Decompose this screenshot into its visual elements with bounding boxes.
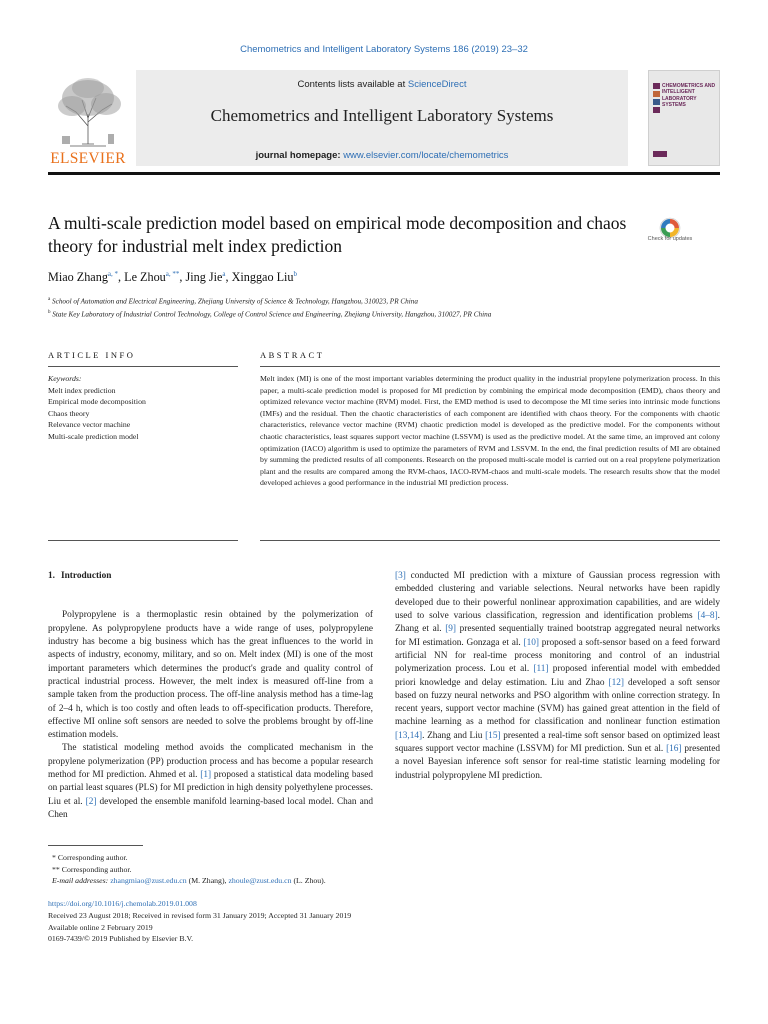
keyword-item: Melt index prediction <box>48 385 116 395</box>
article-meta <box>48 898 351 945</box>
footnote-item <box>48 852 326 864</box>
homepage-label: journal homepage: <box>255 150 344 161</box>
contents-prefix: Contents lists available at <box>297 79 408 90</box>
affiliation-item <box>48 307 491 320</box>
abstract-heading: ABSTRACT <box>260 350 325 360</box>
keyword-item: Relevance vector machine <box>48 420 131 430</box>
citation-link[interactable]: [13,14] <box>395 730 423 741</box>
author-name[interactable]: Le Zhou <box>124 270 166 285</box>
citation-link[interactable]: [3] <box>395 571 406 581</box>
keyword-item: Chaos theory <box>48 408 90 418</box>
cover-decoration <box>653 91 660 97</box>
author-name[interactable]: Miao Zhang <box>48 270 108 285</box>
citation-link[interactable]: [1] <box>200 770 212 781</box>
article-info-bottom-rule <box>48 540 238 541</box>
abstract-rule <box>260 366 720 367</box>
email-owner: (M. Zhang), <box>186 876 229 885</box>
text-run: . Zhang et al. <box>395 610 720 635</box>
text-run: developed a soft sensor based on fuzzy neural networks and PSO algorithm with online correction strategy. In recent years, support vector machine (SVM) has gained great attention in the field of machine learning as a method for classification and nonlinear function estimation <box>395 677 720 728</box>
author-separator: , <box>225 270 232 285</box>
section-number: 1. <box>48 571 55 581</box>
text-run: presented a real-time soft sensor based on optimized least squares support vector machine (LSSVM) for MI prediction. Sun et al. <box>395 730 720 755</box>
citation-link[interactable]: [4–8] <box>697 610 718 621</box>
contents-line <box>136 79 628 90</box>
masthead-rule <box>48 172 720 175</box>
footnote-text: Corresponding author. <box>61 864 132 874</box>
citation-link[interactable]: [12] <box>608 677 624 688</box>
footnote-rule <box>48 845 143 846</box>
text-run: . Zhang and Liu <box>422 730 486 741</box>
sciencedirect-link[interactable]: ScienceDirect <box>407 79 467 90</box>
copyright: 0169-7439/© 2019 Published by Elsevier B.V. <box>48 934 194 944</box>
author-separator: , <box>118 270 125 285</box>
citation-link[interactable]: [16] <box>666 744 682 755</box>
cover-decoration <box>653 151 667 157</box>
footnote-mark: ** <box>52 864 60 874</box>
author-list <box>48 270 297 285</box>
homepage-line <box>136 150 628 161</box>
keyword-item: Empirical mode decomposition <box>48 397 146 407</box>
section-heading <box>48 570 373 583</box>
paragraph <box>395 570 720 783</box>
author-name[interactable]: Jing Jie <box>185 270 223 285</box>
author-superscript[interactable]: a, * <box>107 270 119 278</box>
text-run: presented sequentially trained bootstrap aggregated neural networks for MI estimation. Gonzaga et al. <box>395 624 720 648</box>
crossmark-label[interactable]: Check for updates <box>647 236 693 242</box>
masthead-banner <box>136 70 628 166</box>
footnote-item <box>48 864 326 876</box>
email-label: E-mail addresses: <box>52 876 111 885</box>
text-run: conducted MI prediction with a mixture of Gaussian process regression with embedded clustering and variable selections. Neural networks have been rapidly developed due to their powerful nonlinear approximation capabilities, and are widely used to solve various classification, regression and identification problems <box>395 571 720 621</box>
footnote-text: Corresponding author. <box>57 853 128 862</box>
affiliation-text: School of Automation and Electrical Engineering, Zhejiang University of Science & Technology, Hangzhou, 310023, PR China <box>52 297 418 306</box>
journal-masthead <box>48 70 720 170</box>
paragraph <box>48 742 373 822</box>
citation-link[interactable]: [10] <box>523 637 540 648</box>
article-title: A multi-scale prediction model based on empirical mode decomposition and chaos theory for industrial melt index prediction <box>48 213 627 256</box>
body-column-right <box>395 570 720 783</box>
text-run: proposed inferential model with embedded priori knowledge and delay estimation. Liu and Zhao <box>395 664 721 688</box>
journal-homepage-link[interactable]: www.elsevier.com/locate/chemometrics <box>343 150 509 161</box>
available-online: Available online 2 February 2019 <box>48 922 153 932</box>
cover-decoration <box>653 99 660 105</box>
received-dates: Received 23 August 2018; Received in revised form 31 January 2019; Accepted 31 January 2019 <box>48 910 352 920</box>
email-line <box>48 875 326 887</box>
body-column-left <box>48 570 373 822</box>
affiliation-superscript: b <box>48 310 51 316</box>
keywords-label: Keywords: <box>48 374 82 383</box>
citation-link[interactable]: [15] <box>485 730 501 741</box>
text-run: developed the ensemble manifold learning-based local model. Chan and Chen <box>48 796 373 820</box>
article-info-heading: ARTICLE INFO <box>48 350 136 360</box>
journal-title: Chemometrics and Intelligent Laboratory Systems <box>210 106 554 125</box>
author-superscript[interactable]: a <box>222 270 226 278</box>
abstract-text: Melt index (MI) is one of the most important variables determining the product quality in the industrial propylene polymerization process. In this paper, a multi-scale prediction model is proposed for MI prediction by combining the empirical mode decomposition (EMD), chaos theory and optimized relevance vector machine (RVM) model. First, the EMD method is used to decompose the MI time series into intrinsic mode functions (IMFs) and the residual. Then the chaotic characteristics of each component are identified with chaos theory. For the components with chaotic characteristics, relevance vector machine (RVM) chaotic prediction model is developed as the predictive model. For the components without chaotic characteristics, least squares support vector machine (LSSVM) is used as the predictive model. At the same time, an improved ant colony optimization (IACO) algorithm is used to optimize the parameters of RVM and LSSVM. In the end, the final prediction results of MI are obtained by summing the predicted results of all components. Research on the proposed multi-scale model is carried out on a real propylene polymerization plant and the results are compared among the RVM-chaos, IACO-RVM-chaos and multi-scale models. The research results show that the model developed achieves a good performance in the industrial MI prediction process. <box>260 374 720 488</box>
journal-reference-link[interactable]: Chemometrics and Intelligent Laboratory Systems 186 (2019) 23–32 <box>240 44 528 55</box>
text-run: proposed a soft-sensor based on a feed forward artificial NN for real-time process monitoring and control of an industrial polymerization process. Lou et al. <box>395 637 720 675</box>
cover-title: CHEMOMETRICS AND INTELLIGENT LABORATORY SYSTEMS <box>662 83 716 109</box>
footnote-mark: * <box>52 853 56 862</box>
citation-link[interactable]: [2] <box>85 796 97 807</box>
cover-decoration <box>653 107 660 113</box>
email-link[interactable]: zhangmiao@zust.edu.cn <box>110 876 187 885</box>
journal-cover-image[interactable] <box>648 70 720 166</box>
paragraph: Polypropylene is a thermoplastic resin obtained by the polymerization of propylene. As polypropylene products have a wide range of uses, polypropylene industry has become a big business which has the great influences to the world in aspects of industry, economy, military, and so on. Melt index (MI) is one of the most important parameters which determines the product's grade and quality control of practical industrial process. However, the melt index is measured off-line from a sample taken from the production process. The off-line analysis method has a time-lag of 2–4 h, which is too costly and often leads to off-specification products. Therefore, effective MI online soft sensors are needed to solve the problems brought by off-line estimation models. <box>48 610 373 741</box>
cover-decoration <box>653 83 660 89</box>
affiliation-item <box>48 294 491 307</box>
keywords-block <box>48 373 238 443</box>
citation-link[interactable]: [9] <box>445 624 457 635</box>
abstract-bottom-rule <box>260 540 720 541</box>
publisher-name: ELSEVIER <box>50 150 126 167</box>
section-title: Introduction <box>60 571 112 581</box>
citation-link[interactable]: [11] <box>533 664 549 675</box>
text-run: The statistical modeling method avoids the complicated mechanism in the propylene polymerization (PP) production process and has become a popular research method for MI prediction. Ahmed et al. <box>48 743 373 781</box>
footnotes <box>48 852 326 887</box>
author-superscript[interactable]: a, ** <box>165 270 180 278</box>
doi-link[interactable]: https://doi.org/10.1016/j.chemolab.2019.01.008 <box>48 899 197 908</box>
author-separator: , <box>179 270 186 285</box>
email-link[interactable]: zhoule@zust.edu.cn <box>228 876 292 885</box>
keyword-item: Multi-scale prediction model <box>48 431 139 441</box>
affiliation-text: State Key Laboratory of Industrial Control Technology, College of Control Science and Engineering, Zhejiang University, Hangzhou, 310027, PR China <box>52 310 492 319</box>
email-owner: (L. Zhou). <box>291 876 326 885</box>
author-name[interactable]: Xinggao Liu <box>231 270 294 285</box>
text-run: presented a novel Bayesian inference soft sensor for real-time statistic learning modeling for industrial polypropylene MI prediction. <box>395 744 720 781</box>
affiliation-superscript: a <box>48 297 51 302</box>
text-run: proposed a statistical data modeling based on partial least squares (PLS) for MI prediction in high density polyethylene processes. Liu et al. <box>48 770 373 807</box>
article-info-rule <box>48 366 238 367</box>
author-superscript[interactable]: b <box>293 270 298 278</box>
affiliations <box>48 294 491 321</box>
